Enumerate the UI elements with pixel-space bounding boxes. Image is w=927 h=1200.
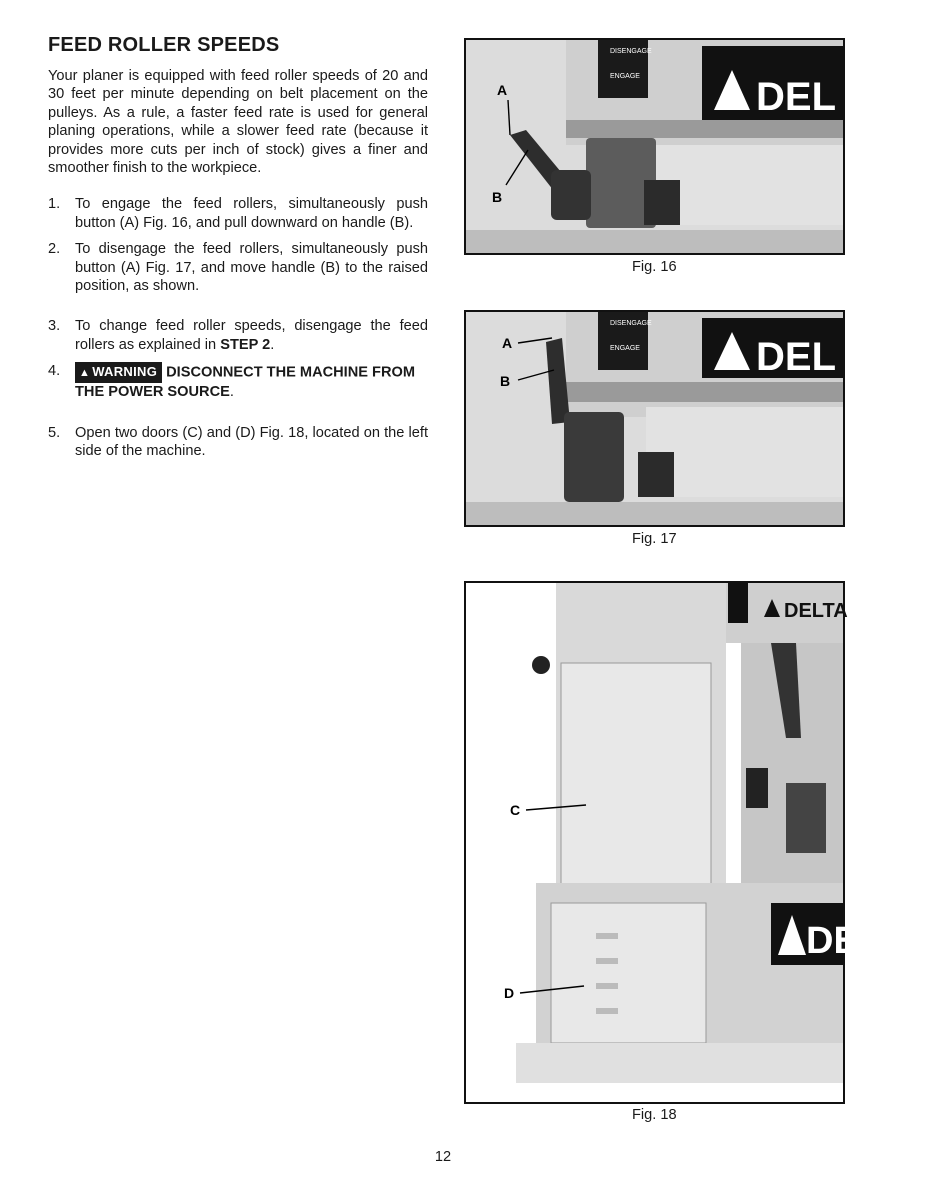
door-d <box>551 903 706 1043</box>
figure-16 <box>464 38 845 255</box>
callout-b: B <box>492 189 503 205</box>
callout-b: B <box>500 373 511 389</box>
warning-badge: ▲ WARNING <box>75 362 162 383</box>
steps-list <box>48 195 428 460</box>
svg-text:ENGAGE: ENGAGE <box>610 73 640 80</box>
figure-17 <box>464 310 845 527</box>
text-column <box>48 34 428 461</box>
section-heading: FEED ROLLER SPEEDS <box>48 34 280 56</box>
step-reference: STEP 2 <box>220 336 271 353</box>
warning-triangle-icon: ▲ <box>79 367 91 380</box>
callout-c: C <box>510 802 521 818</box>
svg-text:DEL: DEL <box>756 75 836 119</box>
svg-text:DELTA: DELTA <box>784 600 848 622</box>
warning-text: DISCONNECT THE MACHINE FROM THE POWER SOURCE <box>75 364 416 401</box>
svg-text:DISENGAGE: DISENGAGE <box>610 48 652 55</box>
figure-18-illustration <box>466 583 859 1102</box>
callout-d: D <box>504 985 515 1001</box>
callout-a: A <box>502 335 513 351</box>
step-3: 3. To change feed roller speeds, disengage the feed rollers as explained in STEP 2. <box>48 318 428 353</box>
step-2: 2. To disengage the feed rollers, simultaneously push button (A) Fig. 17, and move handle (B) to the raised position, as shown. <box>48 241 428 295</box>
svg-text:ENGAGE: ENGAGE <box>610 345 640 352</box>
callout-a: A <box>497 82 508 98</box>
fig-16-caption: Fig. 16 <box>632 259 677 275</box>
step-1: 1. To engage the feed rollers, simultaneously push button (A) Fig. 16, and pull downward on handle (B). <box>48 196 428 231</box>
svg-text:DISENGAGE: DISENGAGE <box>610 320 652 327</box>
page-number: 12 <box>434 1149 452 1165</box>
step-5-text: Open two doors (C) and (D) Fig. 18, located on the left side of the machine. <box>75 424 428 460</box>
step-1-text: To engage the feed rollers, simultaneously push button (A) Fig. 16, and pull downward on handle (B). <box>75 196 428 231</box>
figure-16-illustration <box>466 40 843 253</box>
step-5: 5. Open two doors (C) and (D) Fig. 18, located on the left side of the machine. <box>48 424 428 460</box>
figure-18 <box>464 581 859 1104</box>
step-2-text: To disengage the feed rollers, simultaneously push button (A) Fig. 17, and move handle (B) to the raised position, as shown. <box>75 241 428 295</box>
door-c <box>561 663 711 888</box>
step-4: 4. ▲ WARNING DISCONNECT THE MACHINE FROM THE POWER SOURCE. <box>48 363 416 401</box>
fig-17-caption: Fig. 17 <box>632 531 677 547</box>
fig-18-caption: Fig. 18 <box>632 1107 677 1123</box>
figure-17-illustration <box>466 312 843 525</box>
intro-paragraph: Your planer is equipped with feed roller speeds of 20 and 30 feet per minute depending on belt placement on the pulleys. As a rule, a faster feed rate is used for general planing operations, while a slower feed rate (because it provides more cuts per inch of stock) gives a finer and smoother finish to the workpiece. <box>48 68 428 177</box>
svg-text:DEL: DEL <box>756 335 836 379</box>
svg-text:DE: DE <box>806 920 859 962</box>
